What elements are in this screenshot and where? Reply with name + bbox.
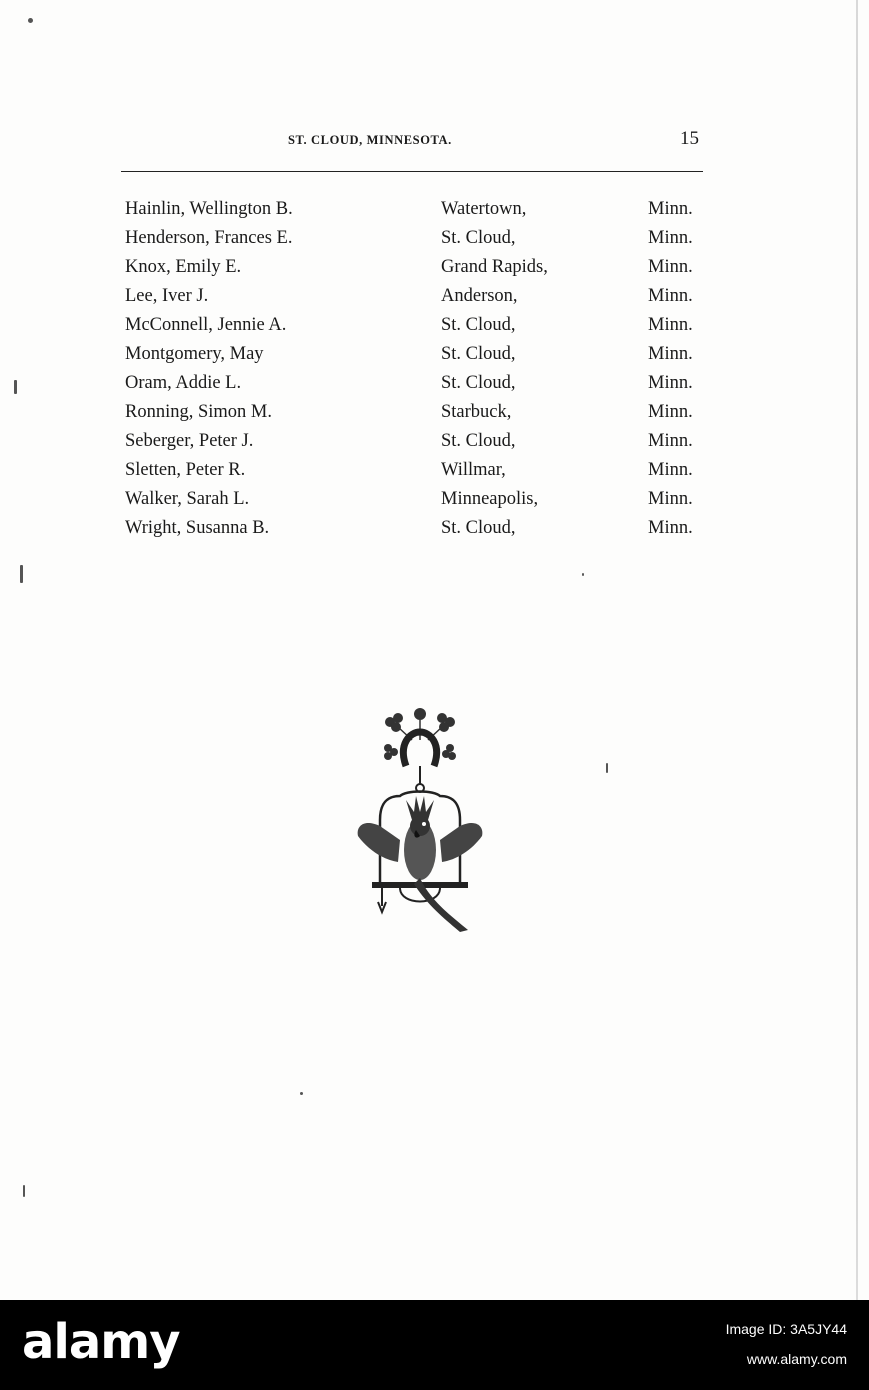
- entry-name: Knox, Emily E.: [125, 257, 242, 277]
- alamy-logo: alamy: [22, 1314, 180, 1370]
- entry-state: Minn.: [648, 518, 693, 538]
- entry-city: St. Cloud,: [441, 431, 516, 451]
- entry-state: Minn.: [648, 489, 693, 509]
- scan-speck: [582, 573, 584, 576]
- entry-city: Watertown,: [441, 199, 527, 219]
- scan-speck: [606, 763, 608, 773]
- entry-state: Minn.: [648, 315, 693, 335]
- scan-speck: [14, 380, 17, 394]
- entry-state: Minn.: [648, 228, 693, 248]
- entry-city: Minneapolis,: [441, 489, 539, 509]
- entry-name: Henderson, Frances E.: [125, 228, 293, 248]
- source-url: www.alamy.com: [746, 1351, 847, 1367]
- parrot-ornament-icon: [350, 700, 490, 935]
- entry-name: Wright, Susanna B.: [125, 518, 270, 538]
- entry-city: St. Cloud,: [441, 315, 516, 335]
- entry-name: Walker, Sarah L.: [125, 489, 250, 509]
- entry-city: St. Cloud,: [441, 228, 516, 248]
- image-id: Image ID: 3A5JY44: [725, 1321, 847, 1337]
- entry-name: Lee, Iver J.: [125, 286, 209, 306]
- entry-name: Sletten, Peter R.: [125, 460, 246, 480]
- entry-state: Minn.: [648, 257, 693, 277]
- scan-speck: [28, 18, 33, 23]
- entry-name: Hainlin, Wellington B.: [125, 199, 293, 219]
- entry-state: Minn.: [648, 286, 693, 306]
- entry-city: Starbuck,: [441, 402, 512, 422]
- entry-name: Montgomery, May: [125, 344, 264, 364]
- header-rule: [121, 171, 703, 172]
- entry-city: Willmar,: [441, 460, 506, 480]
- entry-city: St. Cloud,: [441, 518, 516, 538]
- entry-city: St. Cloud,: [441, 373, 516, 393]
- entry-city: St. Cloud,: [441, 344, 516, 364]
- entry-state: Minn.: [648, 344, 693, 364]
- page-number: 15: [680, 128, 699, 149]
- entry-state: Minn.: [648, 431, 693, 451]
- entry-state: Minn.: [648, 402, 693, 422]
- running-head: ST. CLOUD, MINNESOTA.: [288, 133, 452, 147]
- entry-city: Grand Rapids,: [441, 257, 548, 277]
- scan-speck: [300, 1092, 303, 1095]
- entry-city: Anderson,: [441, 286, 518, 306]
- page-edge: [856, 0, 858, 1300]
- entry-name: Oram, Addie L.: [125, 373, 242, 393]
- entry-name: Seberger, Peter J.: [125, 431, 254, 451]
- entry-name: McConnell, Jennie A.: [125, 315, 287, 335]
- entry-state: Minn.: [648, 460, 693, 480]
- entry-state: Minn.: [648, 373, 693, 393]
- entry-state: Minn.: [648, 199, 693, 219]
- scan-speck: [20, 565, 23, 583]
- entry-name: Ronning, Simon M.: [125, 402, 272, 422]
- scan-speck: [23, 1185, 25, 1197]
